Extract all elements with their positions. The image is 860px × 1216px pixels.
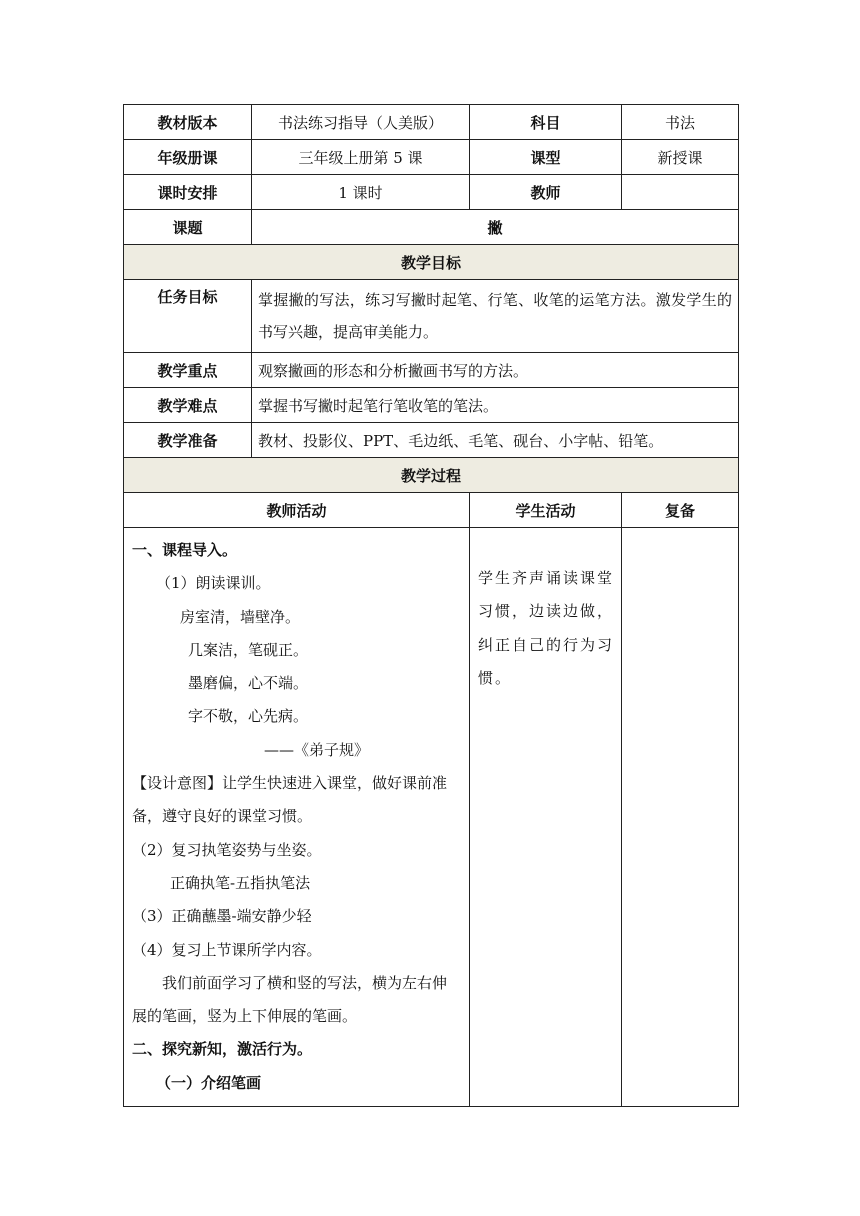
type-value: 新授课 bbox=[622, 140, 739, 175]
row-task bbox=[124, 280, 739, 353]
teacher-value bbox=[622, 175, 739, 210]
goals-section-title: 教学目标 bbox=[124, 245, 739, 280]
verse-source: ——《弟子规》 bbox=[264, 740, 370, 759]
task-label: 任务目标 bbox=[124, 280, 252, 353]
hours-value: 1 课时 bbox=[252, 175, 470, 210]
row-key bbox=[124, 353, 739, 388]
prep-value: 教材、投影仪、PPT、毛边纸、毛笔、砚台、小字帖、铅笔。 bbox=[252, 423, 739, 458]
subject-label: 科目 bbox=[470, 105, 622, 140]
prep-label: 教学准备 bbox=[124, 423, 252, 458]
section-heading-explore: 二、探究新知，激活行为。 bbox=[132, 1040, 313, 1059]
topic-label: 课题 bbox=[124, 210, 252, 245]
row-process-body bbox=[124, 528, 739, 1107]
teacher-activity-cell bbox=[124, 528, 470, 1107]
verse-line: 几案洁，笔砚正。 bbox=[188, 640, 309, 659]
step-review-last-lesson: （4）复习上节课所学内容。 bbox=[132, 940, 322, 959]
row-difficult bbox=[124, 388, 739, 423]
subject-value: 书法 bbox=[622, 105, 739, 140]
edition-value: 书法练习指导（人美版） bbox=[252, 105, 470, 140]
row-process-header bbox=[124, 458, 739, 493]
step-ink-dipping: （3）正确蘸墨-端安静少轻 bbox=[132, 907, 312, 926]
step-review-posture: （2）复习执笔姿势与坐姿。 bbox=[132, 840, 322, 859]
design-intent: 【设计意图】让学生快速进入课堂，做好课前准备，遵守良好的课堂习惯。 bbox=[132, 774, 448, 826]
key-value: 观察撇画的形态和分析撇画书写的方法。 bbox=[252, 353, 739, 388]
col-student-activity: 学生活动 bbox=[470, 493, 622, 528]
verse-line: 字不敬，心先病。 bbox=[188, 707, 309, 726]
review-cell bbox=[622, 528, 739, 1107]
row-process-columns bbox=[124, 493, 739, 528]
review-paragraph: 我们前面学习了横和竖的写法，横为左右伸展的笔画，竖为上下伸展的笔画。 bbox=[132, 973, 448, 1026]
topic-value: 撇 bbox=[252, 210, 739, 245]
difficult-value: 掌握书写撇时起笔行笔收笔的笔法。 bbox=[252, 388, 739, 423]
difficult-label: 教学难点 bbox=[124, 388, 252, 423]
row-topic bbox=[124, 210, 739, 245]
col-teacher-activity: 教师活动 bbox=[124, 493, 470, 528]
task-value: 掌握撇的写法，练习写撇时起笔、行笔、收笔的运笔方法。激发学生的书写兴趣，提高审美能力。 bbox=[252, 280, 739, 353]
lesson-plan-table bbox=[123, 104, 739, 1107]
section-heading-intro: 一、课程导入。 bbox=[132, 541, 238, 559]
type-label: 课型 bbox=[470, 140, 622, 175]
row-goals-header bbox=[124, 245, 739, 280]
edition-label: 教材版本 bbox=[124, 105, 252, 140]
hours-label: 课时安排 bbox=[124, 175, 252, 210]
teacher-label: 教师 bbox=[470, 175, 622, 210]
row-edition bbox=[124, 105, 739, 140]
step-pen-holding: 正确执笔-五指执笔法 bbox=[170, 873, 311, 892]
verse-line: 房室清，墙壁净。 bbox=[180, 607, 301, 626]
row-grade bbox=[124, 140, 739, 175]
grade-label: 年级册课 bbox=[124, 140, 252, 175]
grade-value: 三年级上册第 5 课 bbox=[252, 140, 470, 175]
key-label: 教学重点 bbox=[124, 353, 252, 388]
col-review: 复备 bbox=[622, 493, 739, 528]
step-read-rules: （1）朗读课训。 bbox=[156, 574, 271, 593]
row-hours bbox=[124, 175, 739, 210]
verse-line: 墨磨偏，心不端。 bbox=[188, 674, 309, 693]
process-section-title: 教学过程 bbox=[124, 458, 739, 493]
row-prep bbox=[124, 423, 739, 458]
student-activity-cell: 学生齐声诵读课堂习惯，边读边做，纠正自己的行为习惯。 bbox=[470, 528, 622, 1107]
lesson-plan-sheet bbox=[123, 104, 738, 1107]
subsection-heading-stroke: （一）介绍笔画 bbox=[156, 1073, 262, 1092]
